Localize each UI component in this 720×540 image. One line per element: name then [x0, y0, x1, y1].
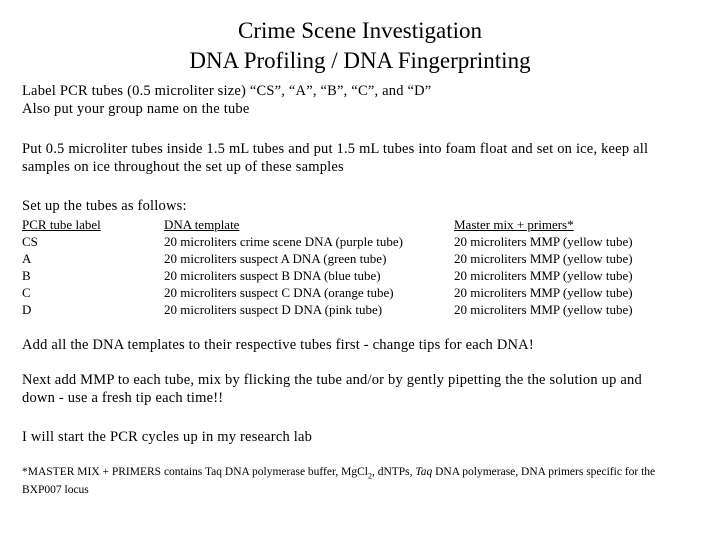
footnote-taq: Taq	[415, 466, 433, 478]
footnote-subscript: 2	[367, 471, 372, 481]
footnote-line-2: BXP007 locus	[22, 484, 89, 497]
label-instruction-line-1: Label PCR tubes (0.5 microliter size) “CS”, “A”, “B”, “C”, and “D”	[22, 83, 432, 99]
title-line-2: DNA Profiling / DNA Fingerprinting	[189, 48, 531, 73]
dna-template: 20 microliters suspect A DNA (green tube)	[164, 251, 387, 266]
tube-label: B	[22, 268, 31, 283]
header-master-mix: Master mix + primers*	[454, 217, 574, 232]
ice-instruction-line-1: Put 0.5 microliter tubes inside 1.5 mL tubes and put 1.5 mL tubes into foam float and set on ice, keep all	[22, 141, 649, 157]
master-mix: 20 microliters MMP (yellow tube)	[454, 251, 633, 266]
table-row	[22, 233, 704, 250]
footnote-line-1	[22, 465, 702, 483]
master-mix: 20 microliters MMP (yellow tube)	[454, 285, 633, 300]
ice-instruction-line-2: samples on ice throughout the set up of these samples	[22, 159, 344, 175]
label-instruction-line-2: Also put your group name on the tube	[22, 101, 250, 117]
table-row	[22, 301, 704, 318]
master-mix: 20 microliters MMP (yellow tube)	[454, 234, 633, 249]
header-pcr-tube-label: PCR tube label	[22, 217, 101, 232]
add-mmp-line-2: down - use a fresh tip each time!!	[22, 390, 224, 406]
dna-template: 20 microliters suspect B DNA (blue tube)	[164, 268, 381, 283]
title-line-1: Crime Scene Investigation	[238, 18, 482, 43]
tube-label: CS	[22, 234, 38, 249]
table-header-row	[22, 216, 704, 233]
add-mmp-step	[22, 371, 702, 407]
add-templates-step: Add all the DNA templates to their respective tubes first - change tips for each DNA!	[22, 337, 534, 353]
table-row	[22, 284, 704, 301]
tube-label: A	[22, 251, 32, 266]
setup-heading: Set up the tubes as follows:	[22, 198, 187, 214]
label-instructions	[22, 82, 702, 118]
footnote-part-3: DNA polymerase, DNA primers specific for the	[432, 466, 656, 478]
tube-label: D	[22, 302, 32, 317]
pcr-step: I will start the PCR cycles up in my research lab	[22, 429, 313, 445]
master-mix: 20 microliters MMP (yellow tube)	[454, 302, 633, 317]
table-row	[22, 250, 704, 267]
dna-template: 20 microliters suspect C DNA (orange tube)	[164, 285, 394, 300]
footnote-part-2: , dNTPs,	[371, 466, 416, 478]
ice-instructions	[22, 140, 702, 176]
master-mix: 20 microliters MMP (yellow tube)	[454, 268, 633, 283]
footnote-part-1: *MASTER MIX + PRIMERS contains Taq DNA polymerase buffer, MgCl	[22, 466, 368, 478]
tube-setup-table	[22, 216, 704, 318]
tube-label: C	[22, 285, 31, 300]
table-row	[22, 267, 704, 284]
dna-template: 20 microliters suspect D DNA (pink tube)	[164, 302, 383, 317]
add-mmp-line-1: Next add MMP to each tube, mix by flicking the tube and/or by gently pipetting the the solution up and	[22, 372, 642, 388]
header-dna-template: DNA template	[164, 217, 240, 232]
dna-template: 20 microliters crime scene DNA (purple tube)	[164, 234, 403, 249]
footnote	[22, 465, 702, 498]
